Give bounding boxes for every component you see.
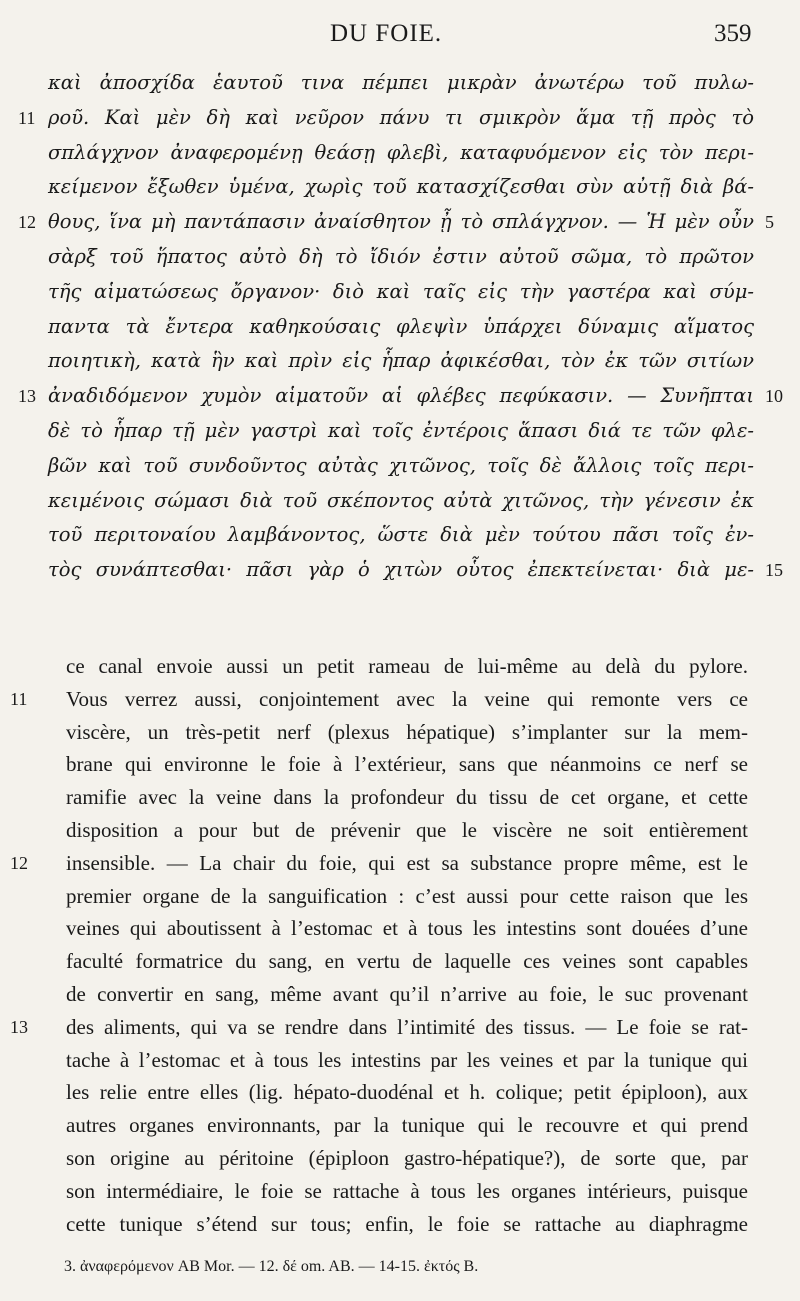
french-line-text: viscère, un très-petit nerf (plexus hépatique) s’implanter sur la mem- [66,719,748,744]
greek-line [0,66,800,101]
french-line-text: de convertir en sang, même avant qu’il n’arrive au foie, le suc provenant [66,981,748,1006]
french-line [0,1044,800,1077]
french-line-text: son origine au péritoine (épiploon gastro-hépatique?), de sorte que, par [66,1145,748,1170]
greek-line [0,310,800,345]
running-title: DU FOIE. [330,20,443,47]
chapter-number-left: 11 [18,107,36,128]
line-number-right: 10 [765,386,783,407]
page-header [0,20,800,50]
french-line-text: premier organe de la sanguification : c’est aussi pour cette raison que les [66,883,748,908]
greek-line [0,518,800,553]
greek-text-block [0,66,800,588]
greek-line-text: ροῦ. Καὶ μὲν δὴ καὶ νεῦρον πάνυ τι σμικρὸν ἅμα τῇ πρὸς τὸ [48,105,754,129]
french-line [0,1011,800,1044]
page-number: 359 [714,20,752,47]
greek-line-text: τοῦ περιτοναίου λαμβάνοντος, ὥστε διὰ μὲν τούτου πᾶσι τοῖς ἐν- [48,523,754,547]
chapter-number-left: 13 [18,386,36,407]
french-line [0,650,800,683]
french-line-text: son intermédiaire, le foie se rattache à tous les organes intérieurs, puisque [66,1178,748,1203]
french-line [0,1109,800,1142]
french-line-text: insensible. — La chair du foie, qui est sa substance propre même, est le [66,850,748,875]
greek-line-text: θους, ἵνα μὴ παντάπασιν ἀναίσθητον ᾖ τὸ σπλάγχνον. — Ἡ μὲν οὖν [48,210,754,234]
greek-line-text: παντα τὰ ἔντερα καθηκούσαις φλεψὶν ὑπάρχει δύναμις αἵματος [48,314,754,338]
greek-line [0,240,800,275]
greek-line [0,205,800,240]
french-translation-block [0,650,800,1240]
french-line [0,1208,800,1241]
greek-line [0,170,800,205]
french-line [0,1076,800,1109]
french-line [0,748,800,781]
french-line-text: autres organes environnants, par la tunique qui le recouvre et qui prend [66,1113,748,1138]
french-line-text: Vous verrez aussi, conjointement avec la veine qui remonte vers ce [66,686,748,711]
line-number-right: 5 [765,212,774,233]
french-line [0,1142,800,1175]
greek-line-text: ἀναδιδόμενον χυμὸν αἱματοῦν αἱ φλέβες πεφύκασιν. — Συνῆπται [48,384,754,408]
footnote: 3. ἀναφερόμενον AB Mor. — 12. δέ om. AB. — 14-15. ἐκτός B. [64,1258,479,1275]
french-line-text: faculté formatrice du sang, en vertu de laquelle ces veines sont capables [66,949,748,974]
french-line [0,880,800,913]
french-line-text: brane qui environne le foie à l’extérieur, sans que néanmoins ce nerf se [66,752,748,777]
french-line [0,814,800,847]
greek-line [0,553,800,588]
greek-line [0,344,800,379]
chapter-number-left: 12 [10,852,28,873]
french-line-text: veines qui aboutissent à l’estomac et à tous les intestins sont douées d’une [66,916,748,941]
chapter-number-left: 11 [10,688,28,709]
greek-line [0,449,800,484]
greek-line-text: δὲ τὸ ἧπαρ τῇ μὲν γαστρὶ καὶ τοῖς ἐντέροις ἅπασι διά τε τῶν φλε- [48,418,754,442]
french-line-text: les relie entre elles (lig. hépato-duodénal et h. colique; petit épiploon), aux [66,1080,748,1105]
french-line-text: ramifie avec la veine dans la profondeur du tissu de cet organe, et cette [66,785,748,810]
greek-line [0,414,800,449]
french-line-text: disposition a pour but de prévenir que le viscère ne soit entièrement [66,817,748,842]
line-number-right: 15 [765,560,783,581]
greek-line [0,379,800,414]
greek-line [0,136,800,171]
french-line [0,781,800,814]
greek-line-text: κειμένοις σώμασι διὰ τοῦ σκέποντος αὐτὰ χιτῶνος, τὴν γένεσιν ἐκ [48,488,754,512]
greek-line-text: καὶ ἀποσχίδα ἑαυτοῦ τινα πέμπει μικρὰν ἀνωτέρω τοῦ πυλω- [48,71,754,94]
french-line-text: ce canal envoie aussi un petit rameau de lui-même au delà du pylore. [66,654,748,678]
greek-line-text: σπλάγχνον ἀναφερομένῃ θεάσῃ φλεβὶ, καταφυόμενον εἰς τὸν περι- [48,140,754,164]
french-line-text: cette tunique s’étend sur tous; enfin, le foie se rattache au diaphragme [66,1211,748,1236]
french-line [0,1175,800,1208]
french-line [0,978,800,1011]
french-line-text: tache à l’estomac et à tous les intestins par les veines et par la tunique qui [66,1047,748,1072]
chapter-number-left: 13 [10,1016,28,1037]
greek-line-text: κείμενον ἔξωθεν ὑμένα, χωρὶς τοῦ κατασχίζεσθαι σὺν αὐτῇ διὰ βά- [48,175,754,199]
greek-line-text: τὸς συνάπτεσθαι· πᾶσι γὰρ ὁ χιτὼν οὗτος ἐπεκτείνεται· διὰ με- [48,558,754,582]
greek-line-text: σὰρξ τοῦ ἥπατος αὐτὸ δὴ τὸ ἴδιόν ἐστιν αὐτοῦ σῶμα, τὸ πρῶτον [48,244,754,268]
greek-line [0,484,800,519]
french-line [0,847,800,880]
greek-line-text: βῶν καὶ τοῦ συνδοῦντος αὐτὰς χιτῶνος, τοῖς δὲ ἄλλοις τοῖς περι- [48,453,754,477]
chapter-number-left: 12 [18,212,36,233]
french-line-text: des aliments, qui va se rendre dans l’intimité des tissus. — Le foie se rat- [66,1014,748,1039]
french-line [0,945,800,978]
greek-line [0,101,800,136]
greek-line-text: ποιητικὴ, κατὰ ἣν καὶ πρὶν εἰς ἧπαρ ἀφικέσθαι, τὸν ἐκ τῶν σιτίων [48,349,754,373]
french-line [0,716,800,749]
greek-line [0,275,800,310]
french-line [0,683,800,716]
french-line [0,912,800,945]
greek-line-text: τῆς αἱματώσεως ὄργανον· διὸ καὶ ταῖς εἰς τὴν γαστέρα καὶ σύμ- [48,279,754,303]
